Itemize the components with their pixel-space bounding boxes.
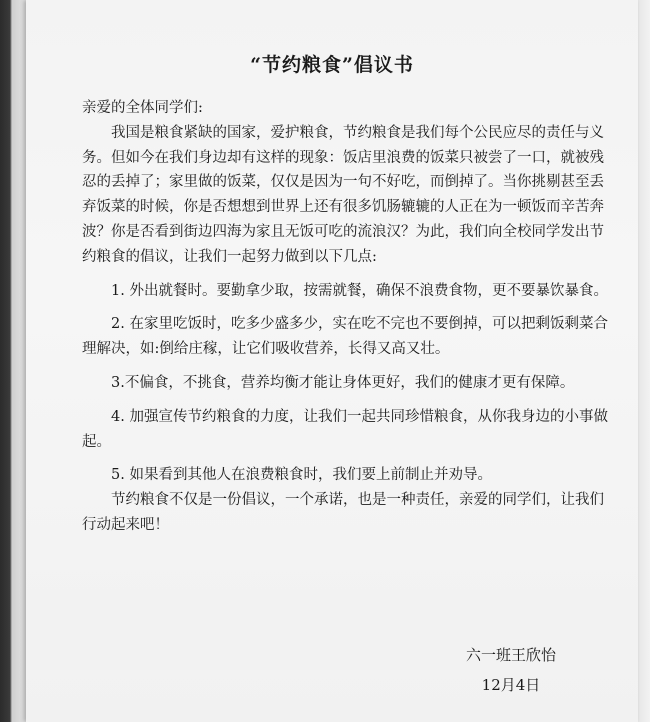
point-5: 5. 如果看到其他人在浪费粮食时，我们要上前制止并劝导。 [111, 467, 492, 484]
closing-paragraph: 节约粮食不仅是一份倡议，一个承诺，也是一种责任，亲爱的同学们，让我们行动起来吧！ [82, 492, 604, 533]
point-3: 3.不偏食，不挑食，营养均衡才能让身体更好，我们的健康才更有保障。 [111, 374, 575, 391]
salutation: 亲爱的全体同学们: [82, 100, 203, 116]
document-title: “节约粮食”倡议书 [250, 54, 414, 76]
photo-background-right [636, 0, 650, 722]
point-2: 2. 在家里吃饭时，吃多少盛多少，实在吃不完也不要倒掉，可以把剩饭剩菜合理解决，如:倒给庄稼，让它们吸收营养，长得又高又壮。 [82, 316, 608, 358]
intro-paragraph: 我国是粮食紧缺的国家，爱护粮食，节约粮食是我们每个公民应尽的责任与义务。但如今在我们身边却有这样的现象：饭店里浪费的饭菜只被尝了一口，就被残忍的丢掉了；家里做的饭菜，仅仅是因为一句不好吃，而倒掉了。当你挑剔甚至丢弃饭菜的时候，你是否想想到世界上还有很多饥肠辘辘的人正在为一顿饭而辛苦奔波？你是否看到街边四海为家且无饭可吃的流浪汉？为此，我们向全校同学发出节约粮食的倡议，让我们一起努力做到以下几点: [82, 124, 604, 265]
photo-background-left [0, 0, 28, 722]
signature-block [426, 640, 596, 700]
point-1: 1. 外出就餐时。要勤拿少取，按需就餐，确保不浪费食物，更不要暴饮暴食。 [111, 282, 608, 299]
paper-sheet [26, 0, 638, 722]
document-body [82, 96, 614, 538]
signature-date: 12月4日 [481, 676, 541, 694]
point-4: 4. 加强宣传节约粮食的力度，让我们一起共同珍惜粮食，从你我身边的小事做起。 [82, 408, 608, 450]
signature-name: 六一班王欣怡 [465, 646, 556, 664]
